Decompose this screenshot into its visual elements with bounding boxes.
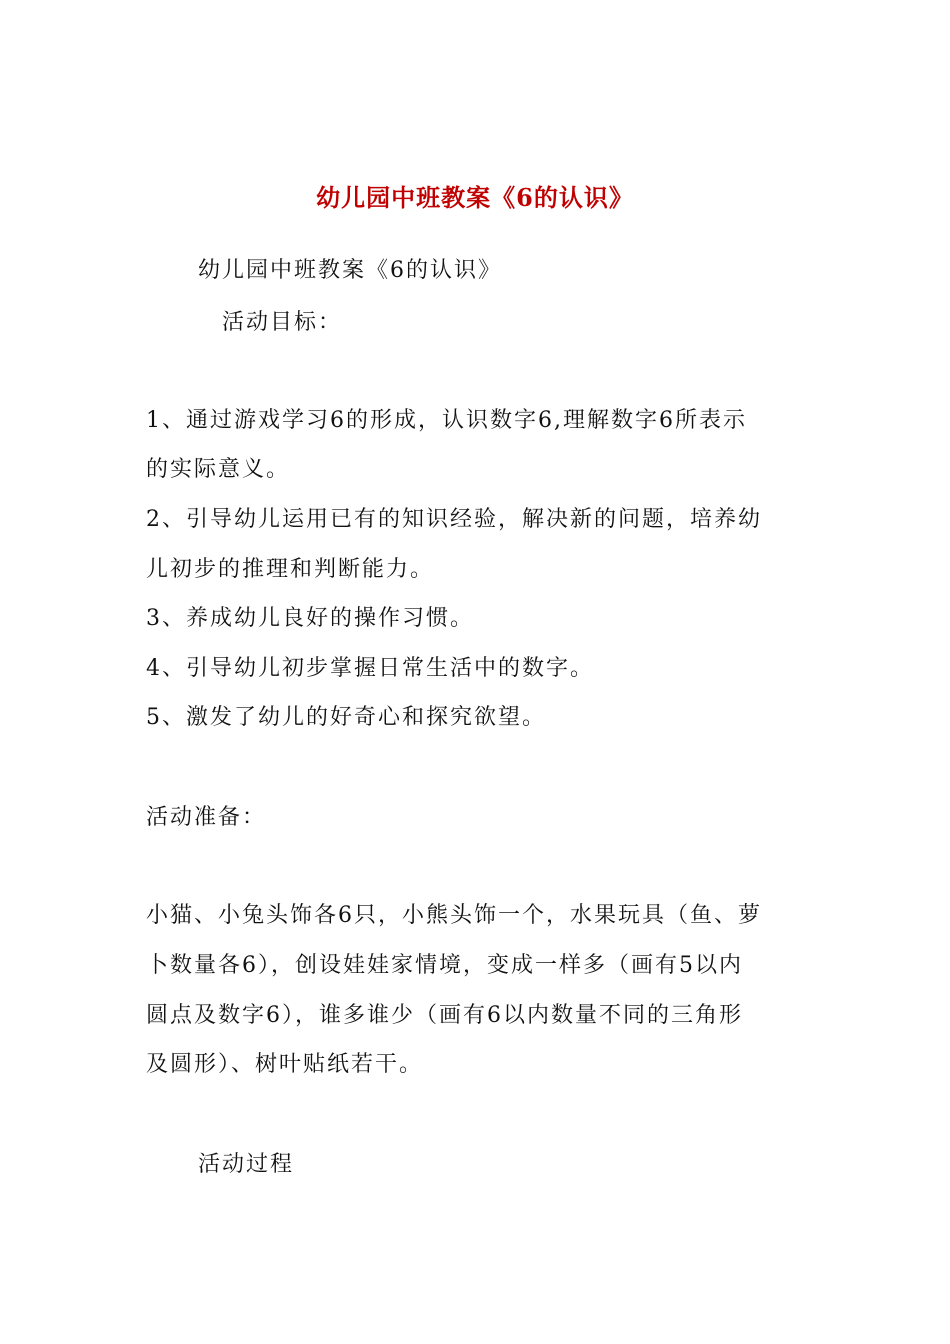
document-subtitle: 幼儿园中班教案《6的认识》 (198, 258, 502, 283)
goal-line: 2、引导幼儿运用已有的知识经验，解决新的问题，培养幼 (146, 507, 762, 532)
prep-line: 圆点及数字6），谁多谁少（画有6以内数量不同的三角形 (146, 1003, 743, 1028)
prep-line: 及圆形）、树叶贴纸若干。 (146, 1052, 424, 1077)
goal-line: 4、引导幼儿初步掌握日常生活中的数字。 (146, 656, 594, 681)
goal-line: 1、通过游戏学习6的形成，认识数字6,理解数字6所表示 (146, 408, 747, 433)
document-title: 幼儿园中班教案《6的认识》 (316, 183, 634, 212)
prep-line: 卜数量各6），创设娃娃家情境，变成一样多（画有5以内 (146, 953, 743, 978)
goal-line: 儿初步的推理和判断能力。 (146, 557, 435, 582)
goal-line: 3、养成幼儿良好的操作习惯。 (146, 606, 474, 631)
prep-heading: 活动准备： (146, 805, 267, 830)
goals-heading: 活动目标： (222, 310, 343, 335)
process-heading: 活动过程 (198, 1152, 295, 1177)
goal-line: 5、激发了幼儿的好奇心和探究欲望。 (146, 705, 546, 730)
prep-line: 小猫、小兔头饰各6只，小熊头饰一个，水果玩具（鱼、萝 (146, 903, 762, 928)
goal-line: 的实际意义。 (146, 457, 291, 482)
